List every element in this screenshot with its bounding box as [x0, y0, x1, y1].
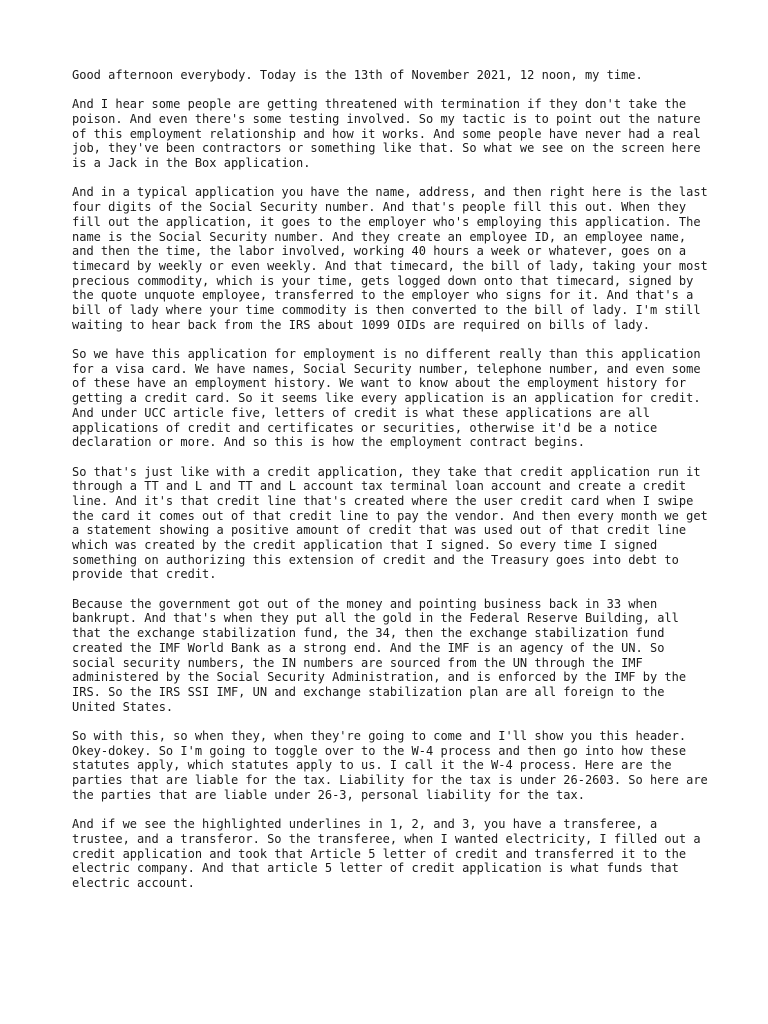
paragraph: And in a typical application you have the name, address, and then right here is the last four digits of the Social Security number. And that's people fill this out. When they fill out the application, it goes to the employer who's employing this application. The name is the Social Security number. And they create an employee ID, an employee name, and then the time, the labor involved, working 40 hours a week or whatever, goes on a timecard by weekly or even weekly. And that timecard, the bill of lady, taking your most precious commodity, which is your time, gets logged down onto that timecard, signed by the quote unquote employee, transferred to the employer who signs for it. And that's a bill of lady where your time commodity is then converted to the bill of lady. I'm still waiting to hear back from the IRS about 1099 OIDs are required on bills of lady.: [72, 185, 715, 332]
paragraph: So with this, so when they, when they're going to come and I'll show you this header. Okey-dokey. So I'm going to toggle over to the W-4 process and then go into how these statutes apply, which statutes apply to us. I call it the W-4 process. Here are the parties that are liable for the tax. Liability for the tax is under 26-2603. So here are the parties that are liable under 26-3, personal liability for the tax.: [72, 728, 715, 802]
paragraph: Good afternoon everybody. Today is the 13th of November 2021, 12 noon, my time.: [72, 68, 643, 82]
paragraph: And if we see the highlighted underlines in 1, 2, and 3, you have a transferee, a trustee, and a transferor. So the transferee, when I wanted electricity, I filled out a credit application and took that Article 5 letter of credit and transferred it to the electric company. And that article 5 letter of credit application is what funds that electric account.: [72, 817, 708, 890]
paragraph: And I hear some people are getting threatened with termination if they don't take the poison. And even there's some testing involved. So my tactic is to point out the nature of this employment relationship and how it works. And some people have never had a real job, they've been contractors or something like that. So what we see on the screen here is a Jack in the Box application.: [72, 97, 708, 171]
paragraph: Because the government got out of the money and pointing business back in 33 when bankrupt. And that's when they put all the gold in the Federal Reserve Building, all that the exchange stabilization fund, the 34, then the exchange stabilization fund created the IMF World Bank as a strong end. And the IMF is an agency of the UN. So social security numbers, the IN numbers are sourced from the UN through the IMF administered by the Social Security Administration, and is enforced by the IMF by the IRS. So the IRS SSI IMF, UN and exchange stabilization plan are all foreign to the United States.: [72, 596, 694, 714]
paragraph: So that's just like with a credit application, they take that credit application run it through a TT and L and TT and L account tax terminal loan account and create a credit line. And it's that credit line that's created where the user credit card when I swipe the card it comes out of that credit line to pay the vendor. And then every month we get a statement showing a positive amount of credit that was used out of that credit line which was created by the credit application that I signed. So every time I signed something on authorizing this extension of credit and the Treasury goes into debt to provide that credit.: [72, 464, 715, 582]
paragraph: So we have this application for employment is no different really than this application for a visa card. We have names, Social Security number, telephone number, and even some of these have an employment history. We want to know about the employment history for getting a credit card. So it seems like every application is an application for credit. And under UCC article five, letters of credit is what these applications are all applications of credit and certificates or securities, otherwise it'd be a notice declaration or more. And so this is how the employment contract begins.: [72, 347, 708, 450]
document-page: [72, 68, 715, 905]
